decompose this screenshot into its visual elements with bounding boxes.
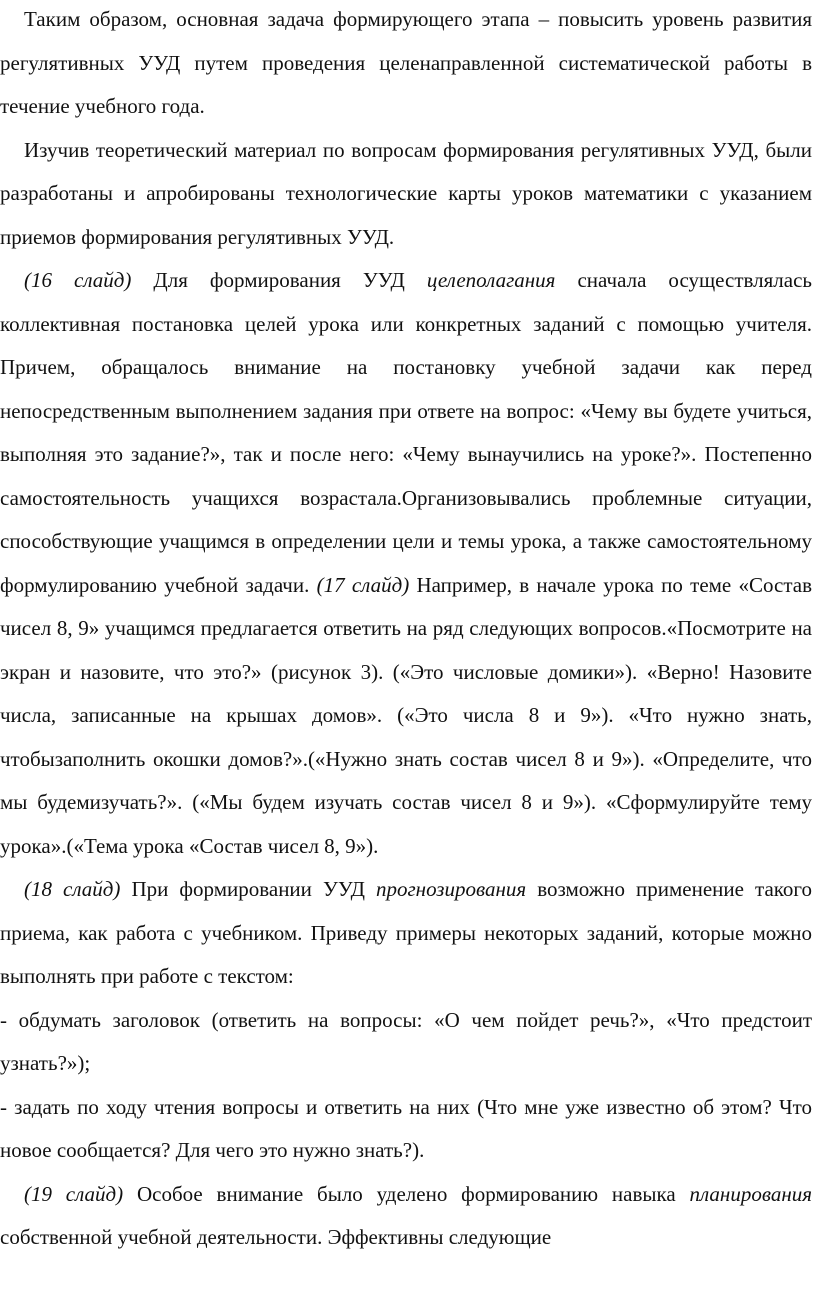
emphasized-term: прогнозирования	[375, 877, 527, 901]
slide-reference: (17 слайд)	[316, 572, 410, 597]
paragraph-text: Например, в начале урока по теме «Состав чисел 8, 9» учащимся предлагается ответить на ряд следующих вопросов.«Посмотрите на экран и назовите, что это?» (рисунок 3). («Это числовые домики»). «Верно! Назовите числа, записанные на крышах домов». («Это числа 8 и 9»). «Что нужно знать, чтобызаполнить окошки домов?».(«Нужно знать состав чисел 8 и 9»). «Определите, что мы будемизучать?». («Мы будем изучать состав чисел 8 и 9»). «Сформулируйте тему урока».(«Тема урока «Состав чисел 8, 9»).	[0, 572, 813, 858]
paragraph-goal-setting	[0, 259, 812, 868]
paragraph-text: сначала осуществлялась коллективная постановка целей урока или конкретных заданий с помощью учителя. Причем, обращалось внимание на постановку учебной задачи как перед непосредственным выполнением задания при ответе на вопрос: «Чему вы будете учиться, выполняя это задание?», так и после него: «Чему вынаучились на уроке?». Постепенно самостоятельность учащихся возрастала.Организовывались проблемные ситуации, способствующие учащимся в определении цели и темы урока, а также самостоятельному формулированию учебной задачи.	[0, 268, 812, 597]
slide-reference: (18 слайд)	[24, 877, 121, 901]
list-item-ask-questions	[0, 1086, 812, 1173]
paragraph-text: возможно применение такого приема, как работа с учебником. Приведу примеры некоторых заданий, которые можно выполнять при работе с текстом:	[0, 877, 813, 988]
list-item-think-over-title	[0, 999, 812, 1086]
paragraph-technological-maps	[0, 129, 812, 260]
paragraph-text: При формировании УУД	[120, 877, 376, 901]
slide-reference: (19 слайд)	[24, 1181, 124, 1206]
list-item-text: - обдумать заголовок (ответить на вопросы: «О чем пойдет речь?», «Что предстоит узнать?»);	[0, 1007, 812, 1075]
paragraph-text: Таким образом, основная задача формирующего этапа – повысить уровень развития регулятивных УУД путем проведения целенаправленной систематической работы в течение учебного года.	[0, 7, 812, 118]
paragraph-forecasting	[0, 868, 812, 999]
paragraph-text: Особое внимание было уделено формированию навыка	[123, 1181, 690, 1206]
paragraph-text: Изучив теоретический материал по вопросам формирования регулятивных УУД, были разработаны и апробированы технологические карты уроков математики с указанием приемов формирования регулятивных УУД.	[0, 137, 812, 249]
slide-reference: (16 слайд)	[24, 268, 132, 292]
paragraph-planning	[0, 1173, 812, 1260]
paragraph-text: собственной учебной деятельности. Эффективны следующие	[0, 1225, 552, 1249]
list-item-text: - задать по ходу чтения вопросы и ответить на них (Что мне уже известно об этом? Что новое сообщается? Для чего это нужно знать?).	[0, 1094, 812, 1162]
paragraph-text: Для формирования УУД	[131, 268, 427, 292]
paragraph-formative-stage-goal	[0, 0, 812, 129]
emphasized-term: планирования	[689, 1181, 812, 1206]
emphasized-term: целеполагания	[426, 268, 556, 292]
